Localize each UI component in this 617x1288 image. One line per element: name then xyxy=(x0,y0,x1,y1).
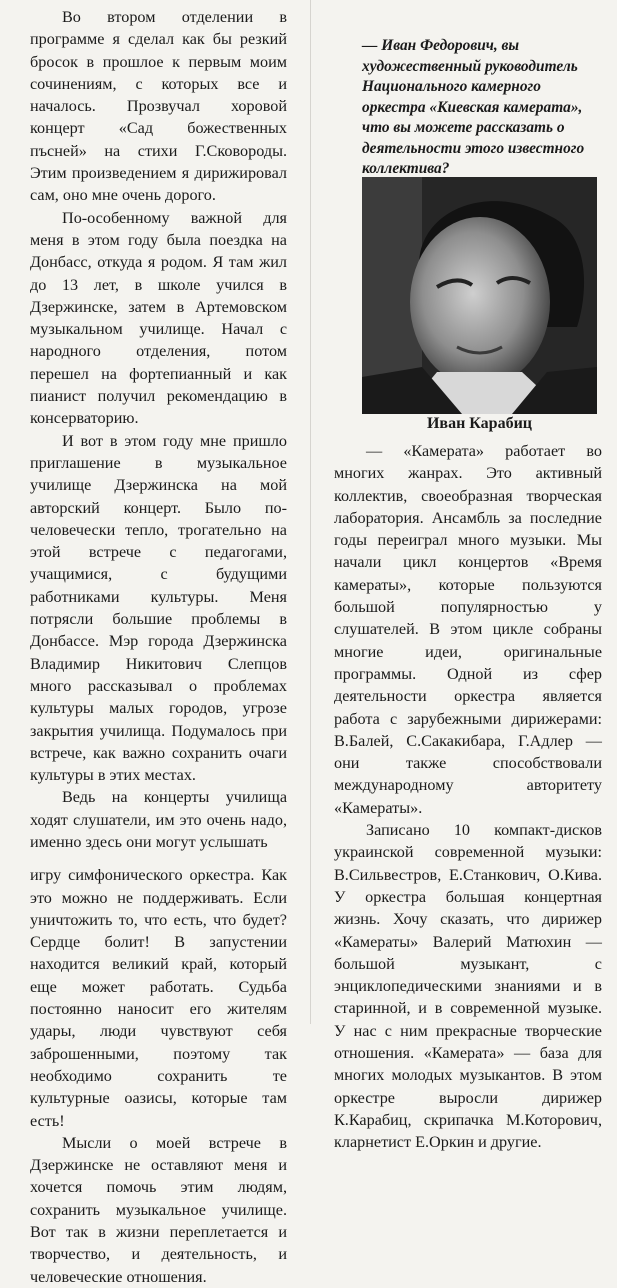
paragraph: Во втором отделении в программе я сделал как бы резкий бросок в прошлое к первым моим сочинениям, с которых все и началось. Прозвучал хоровой концерт «Сад божественных пъсней» на стихи Г.Сковороды. Этим произведением я дирижировал сам, оно мне очень дорого. xyxy=(30,8,287,205)
portrait-photo xyxy=(362,177,597,414)
paragraph: Мысли о моей встрече в Дзержинске не оставляют меня и хочется помочь этим людям, сохранить музыкальное училище. Вот так в жизни переплетается и творчество, и деятельность, и человеческие отношения. xyxy=(30,1133,287,1286)
paragraph: И вот в этом году мне пришло приглашение в музыкальное училище Дзержинска на мой авторский концерт. Было по-человечески тепло, трогательно на этой встрече с педагогами, учащимися, с будущими работниками культуры. Меня потрясли большие проблемы в Донбассе. Мэр города Дзержинска Владимир Никитович Слепцов много рассказывал о проблемах культуры малых городов, угрозе закрытия училища. Подумалось при встрече, как важно сохранить очаги культуры в этих местах. xyxy=(30,431,287,785)
column-divider xyxy=(310,0,311,1024)
paragraph: Ведь на концерты училища ходят слушатели, им это очень надо, именно здесь они могут услышать xyxy=(30,788,287,851)
portrait-image xyxy=(362,177,597,414)
left-column xyxy=(30,6,287,1288)
paragraph: Записано 10 компакт-дисков украинской современной музыки: В.Сильвестров, Е.Станкович, О.Кива. У оркестра большая концертная жизнь. Хочу сказать, что дирижер «Камераты» Валерий Матюхин — большой музыкант, с энциклопедическими знаниями и в старинной, и в современной музыке. У нас с ним прекрасные творческие отношения. «Камерата» — база для многих молодых музыкантов. В этом оркестре выросли дирижер К.Карабиц, скрипачка М.Которович, кларнетист Е.Оркин и другие. xyxy=(334,821,602,1152)
paragraph: — «Камерата» работает во многих жанрах. Это активный коллектив, своеобразная творческая лаборатория. Ансамбль за последние годы переиграл много музыки. Мы начали цикл концертов «Время камераты», которые пользуются большой популярностью у слушателей. В этом цикле собраны многие идеи, оригинальные программы. Одной из сфер деятельности оркестра является работа с зарубежными дирижерами: В.Балей, С.Сакакибара, Г.Адлер — они также способствовали международному авторитету «Камераты». xyxy=(334,442,602,817)
photo-caption: Иван Карабиц xyxy=(426,415,533,432)
paragraph: По-особенному важной для меня в этом году была поездка на Донбасс, откуда я родом. Я там жил до 13 лет, в школе учился в Дзержинске, затем в Артемовском музыкальном училище. Начал с народного отделения, потом перешел на фортепианный и как пианист получил рекомендацию в консерваторию. xyxy=(30,208,287,428)
right-column xyxy=(334,440,602,1154)
paragraph: игру симфонического оркестра. Как это можно не поддерживать. Если уничтожить то, что есть, что будет? Сердце болит! В запустении находится великий край, который еще может работать. Судьба постоянно наносит его жителям удары, люди чувствуют себя заброшенными, поэтому так необходимо сохранить те культурные оазисы, которые там есть! xyxy=(30,866,287,1130)
interview-question: — Иван Федорович, вы художественный руководитель Национального камерного оркестра «Киевская камерата», что вы можете рассказать о деятельности этого известного коллектива? xyxy=(362,37,585,177)
